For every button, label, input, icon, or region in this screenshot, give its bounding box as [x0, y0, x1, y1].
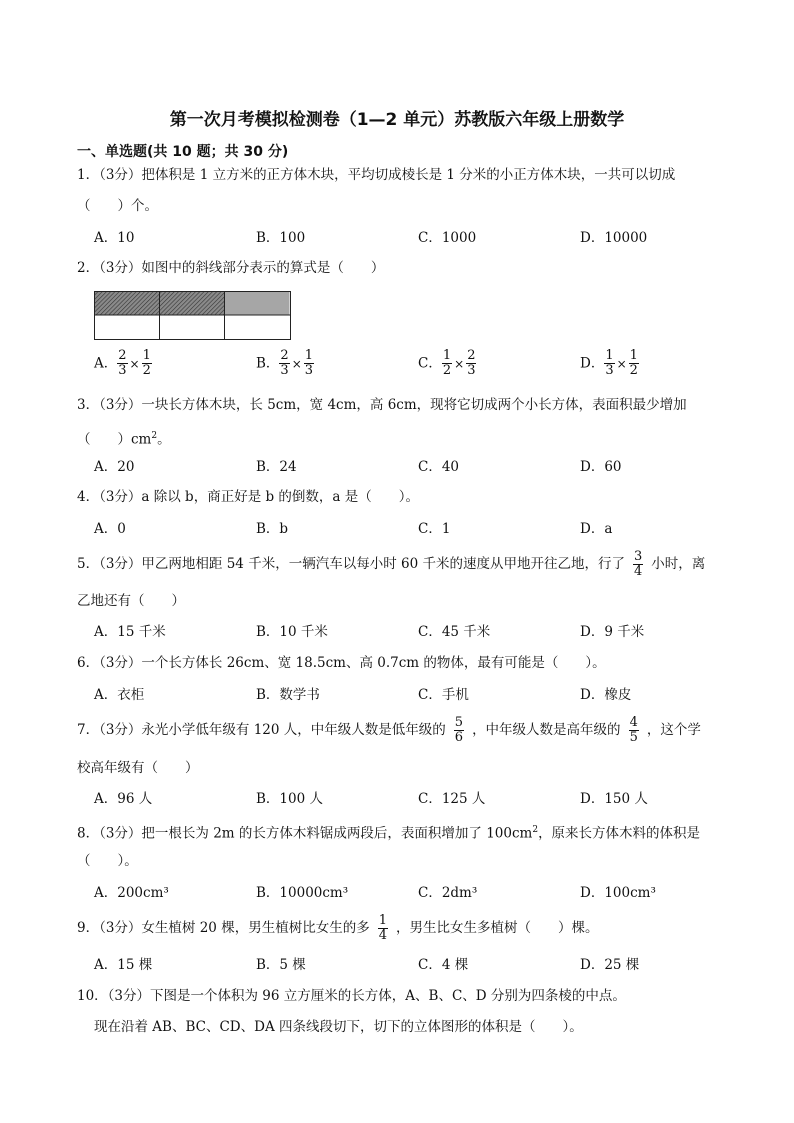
- question-3-text-cont: （ ）$cm^2$。: [77, 431, 171, 448]
- option-d: D．10000: [580, 230, 648, 246]
- hatched-cell: [160, 292, 225, 315]
- option-d: D．150 人: [580, 791, 648, 807]
- option-b: B．100 人: [256, 791, 323, 807]
- option-d: D．橡皮: [580, 687, 632, 703]
- option-c: C．4 棵: [418, 957, 469, 973]
- option-d: D． $\frac{1}{3}$ × $\frac{1}{2}$: [580, 348, 638, 378]
- question-10-text: 10．（3分）下图是一个体积为 96 立方厘米的长方体，A、B、C、D 分别为四条棱的中点。: [77, 988, 626, 1004]
- option-c: C． $\frac{1}{2}$ × $\frac{2}{3}$: [418, 348, 476, 378]
- option-c: C．1: [418, 521, 451, 537]
- option-b: B． $\frac{2}{3}$ × $\frac{1}{3}$: [256, 348, 314, 378]
- option-b: B．100: [256, 230, 306, 246]
- question-8-text: 8．（3分）把一根长为 2m 的长方体木料锯成两段后，表面积增加了 $100cm^2$，原来长方体木料的体积是: [77, 825, 701, 842]
- option-a: A．15 棵: [94, 957, 153, 973]
- shaded-grid-figure: [94, 291, 292, 341]
- option-b: B．b: [256, 521, 289, 537]
- question-3-text: 3．（3分）一块长方体木块，长 5cm，宽 4cm，高 6cm，现将它切成两个小长方体，表面积最少增加: [77, 397, 687, 413]
- gray-cell: [225, 292, 290, 315]
- option-d: D．100cm³: [580, 885, 656, 901]
- option-c: C．40: [418, 459, 460, 475]
- question-9-text: 9．（3分）女生植树 20 棵，男生植树比女生的多 $\frac{1}{4}$ ，男生比女生多植树（ ）棵。: [77, 913, 599, 943]
- option-b: B．10 千米: [256, 624, 328, 640]
- section-heading: 一、单选题(共 10 题；共 30 分): [77, 144, 289, 160]
- option-a: A．0: [94, 521, 126, 537]
- question-7-text: 7．（3分）永光小学低年级有 120 人，中年级人数是低年级的 $\frac{5}{6}$ ，中年级人数是高年级的 $\frac{4}{5}$ ，这个学: [77, 715, 701, 745]
- question-5-text: 5．（3分）甲乙两地相距 54 千米，一辆汽车以每小时 60 千米的速度从甲地开往乙地，行了 $\frac{3}{4}$ 小时，离: [77, 549, 706, 579]
- option-a: A． $\frac{2}{3}$ × $\frac{1}{2}$: [94, 348, 151, 378]
- option-c: C．1000: [418, 230, 477, 246]
- option-c: C．2dm³: [418, 885, 478, 901]
- option-b: B．10000cm³: [256, 885, 349, 901]
- question-1-text-cont: （ ）个。: [77, 198, 158, 214]
- option-c: C．手机: [418, 687, 469, 703]
- option-a: A．10: [94, 230, 135, 246]
- option-a: A．衣柜: [94, 687, 145, 703]
- hatched-cell: [95, 292, 160, 315]
- option-a: A．96 人: [94, 791, 153, 807]
- question-2-text: 2．（3分）如图中的斜线部分表示的算式是（ ）: [77, 260, 385, 276]
- option-b: B．24: [256, 459, 297, 475]
- question-8-text-cont: （ ）。: [77, 853, 138, 869]
- option-a: A．200cm³: [94, 885, 169, 901]
- option-a: A．20: [94, 459, 135, 475]
- option-d: D．60: [580, 459, 622, 475]
- option-c: C．125 人: [418, 791, 486, 807]
- option-d: D．a: [580, 521, 613, 537]
- question-1-text: 1．（3分）把体积是 1 立方米的正方体木块，平均切成棱长是 1 分米的小正方体木块，一共可以切成: [77, 167, 676, 183]
- option-b: B．数学书: [256, 687, 320, 703]
- question-6-text: 6．（3分）一个长方体长 26cm、宽 18.5cm、高 0.7cm 的物体，最有可能是（ ）。: [77, 655, 606, 671]
- option-a: A．15 千米: [94, 624, 166, 640]
- question-7-text-cont: 校高年级有（ ）: [77, 760, 199, 776]
- option-d: D．25 棵: [580, 957, 640, 973]
- question-5-text-cont: 乙地还有（ ）: [77, 593, 185, 609]
- option-d: D．9 千米: [580, 624, 645, 640]
- option-c: C．45 千米: [418, 624, 491, 640]
- question-4-text: 4．（3分）a 除以 b，商正好是 b 的倒数，a 是（ ）。: [77, 489, 420, 505]
- page-title: 第一次月考模拟检测卷（1—2 单元）苏教版六年级上册数学: [169, 110, 625, 130]
- option-b: B．5 棵: [256, 957, 306, 973]
- question-10-text-cont: 现在沿着 AB、BC、CD、DA 四条线段切下，切下的立体图形的体积是（ ）。: [94, 1019, 583, 1035]
